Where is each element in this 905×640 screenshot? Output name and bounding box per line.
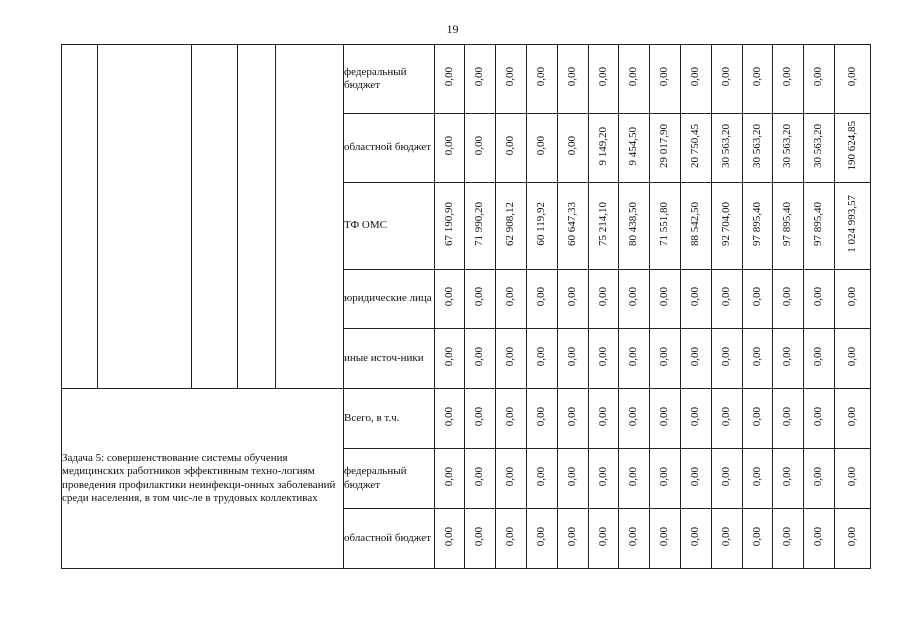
value-cell xyxy=(804,114,835,183)
value-cell xyxy=(435,45,465,114)
value-text: 0,00 xyxy=(535,466,548,487)
value-text: 0,00 xyxy=(689,526,702,547)
value-cell xyxy=(804,270,835,329)
value-text: 0,00 xyxy=(596,526,609,547)
value-text: 0,00 xyxy=(442,346,455,367)
funding-source-cell: иные источ-ники xyxy=(344,329,435,389)
value-text: 0,00 xyxy=(627,346,640,367)
value-cell xyxy=(650,45,681,114)
value-cell xyxy=(743,114,773,183)
value-cell xyxy=(619,183,650,270)
value-text: 0,00 xyxy=(535,136,548,156)
value-cell xyxy=(773,270,804,329)
value-text: 0,00 xyxy=(658,406,671,427)
value-cell xyxy=(619,45,650,114)
value-cell xyxy=(712,509,743,569)
value-text: 0,00 xyxy=(689,287,702,307)
value-cell xyxy=(558,449,589,509)
value-text: 0,00 xyxy=(566,287,579,307)
value-text: 92 704,00 xyxy=(720,201,733,246)
value-text: 97 895,40 xyxy=(812,201,825,246)
value-cell xyxy=(743,183,773,270)
value-cell xyxy=(619,329,650,389)
value-text: 0,00 xyxy=(781,67,794,87)
value-text: 0,00 xyxy=(689,67,702,87)
value-cell xyxy=(712,449,743,509)
value-text: 0,00 xyxy=(566,136,579,156)
value-cell xyxy=(773,389,804,449)
value-cell xyxy=(465,183,496,270)
value-text: 0,00 xyxy=(845,287,858,307)
funding-source-cell: федеральный бюджет xyxy=(344,45,435,114)
value-text: 0,00 xyxy=(720,526,733,547)
value-text: 60 119,92 xyxy=(535,202,548,246)
value-cell xyxy=(527,183,558,270)
value-cell xyxy=(558,114,589,183)
value-text: 97 895,40 xyxy=(750,201,763,246)
value-cell xyxy=(804,449,835,509)
value-text: 1 024 993,57 xyxy=(845,195,858,253)
value-text: 0,00 xyxy=(750,406,763,427)
value-text: 0,00 xyxy=(442,67,455,87)
value-cell xyxy=(835,270,871,329)
value-text: 0,00 xyxy=(596,287,609,307)
value-cell xyxy=(435,329,465,389)
value-cell xyxy=(773,329,804,389)
value-cell xyxy=(712,45,743,114)
value-text: 0,00 xyxy=(812,406,825,427)
value-text: 0,00 xyxy=(627,466,640,487)
value-cell xyxy=(589,389,619,449)
value-text: 0,00 xyxy=(658,67,671,87)
value-cell xyxy=(773,509,804,569)
value-cell xyxy=(558,389,589,449)
value-cell xyxy=(650,509,681,569)
value-cell xyxy=(435,449,465,509)
value-text: 0,00 xyxy=(845,526,858,547)
value-cell xyxy=(496,449,527,509)
value-text: 0,00 xyxy=(596,466,609,487)
value-cell xyxy=(835,329,871,389)
value-cell xyxy=(527,114,558,183)
value-cell xyxy=(496,270,527,329)
value-text: 0,00 xyxy=(566,67,579,87)
value-text: 0,00 xyxy=(750,346,763,367)
value-cell xyxy=(465,329,496,389)
value-cell xyxy=(743,45,773,114)
value-text: 0,00 xyxy=(658,466,671,487)
value-text: 0,00 xyxy=(473,136,486,156)
value-cell xyxy=(835,114,871,183)
value-text: 75 214,10 xyxy=(596,201,609,246)
value-text: 0,00 xyxy=(473,406,486,427)
empty-merged-cell xyxy=(192,45,238,389)
value-text: 0,00 xyxy=(535,346,548,367)
value-cell xyxy=(773,114,804,183)
value-text: 0,00 xyxy=(720,406,733,427)
value-cell xyxy=(558,270,589,329)
value-cell xyxy=(589,183,619,270)
value-cell xyxy=(681,183,712,270)
value-cell xyxy=(465,449,496,509)
value-text: 30 563,20 xyxy=(720,123,733,168)
value-cell xyxy=(835,45,871,114)
value-text: 0,00 xyxy=(442,406,455,427)
value-text: 71 990,20 xyxy=(473,201,486,246)
value-text: 0,00 xyxy=(627,526,640,547)
value-text: 0,00 xyxy=(504,526,517,547)
value-text: 0,00 xyxy=(535,67,548,87)
table-row xyxy=(62,45,871,114)
value-cell xyxy=(465,45,496,114)
value-cell xyxy=(804,329,835,389)
value-text: 0,00 xyxy=(658,346,671,367)
value-text: 0,00 xyxy=(442,466,455,487)
value-cell xyxy=(804,45,835,114)
value-cell xyxy=(496,183,527,270)
value-text: 0,00 xyxy=(845,406,858,427)
value-text: 0,00 xyxy=(689,466,702,487)
value-text: 0,00 xyxy=(781,406,794,427)
value-text: 30 563,20 xyxy=(781,123,794,168)
value-cell xyxy=(650,329,681,389)
value-cell xyxy=(465,114,496,183)
value-cell xyxy=(496,329,527,389)
value-cell xyxy=(619,389,650,449)
value-text: 0,00 xyxy=(812,466,825,487)
value-cell xyxy=(496,389,527,449)
value-text: 30 563,20 xyxy=(812,123,825,168)
value-cell xyxy=(589,45,619,114)
value-cell xyxy=(619,114,650,183)
value-text: 0,00 xyxy=(689,406,702,427)
value-cell xyxy=(712,329,743,389)
value-text: 0,00 xyxy=(442,287,455,307)
empty-merged-cell xyxy=(98,45,192,389)
value-cell xyxy=(712,389,743,449)
value-text: 0,00 xyxy=(658,287,671,307)
value-cell xyxy=(619,509,650,569)
value-text: 190 624,85 xyxy=(845,121,858,171)
value-cell xyxy=(835,183,871,270)
value-cell xyxy=(435,270,465,329)
value-text: 9 149,20 xyxy=(596,126,609,166)
value-text: 0,00 xyxy=(535,406,548,427)
value-text: 0,00 xyxy=(473,526,486,547)
value-cell xyxy=(435,183,465,270)
value-text: 0,00 xyxy=(596,67,609,87)
value-cell xyxy=(743,329,773,389)
value-text: 9 454,50 xyxy=(627,126,640,166)
value-text: 0,00 xyxy=(442,526,455,547)
value-cell xyxy=(835,449,871,509)
value-cell xyxy=(558,183,589,270)
value-text: 0,00 xyxy=(750,287,763,307)
value-cell xyxy=(804,509,835,569)
value-cell xyxy=(835,509,871,569)
value-text: 0,00 xyxy=(845,466,858,487)
value-text: 0,00 xyxy=(845,346,858,367)
value-text: 0,00 xyxy=(504,466,517,487)
value-cell xyxy=(527,270,558,329)
value-text: 0,00 xyxy=(750,67,763,87)
value-text: 0,00 xyxy=(689,346,702,367)
value-cell xyxy=(681,389,712,449)
value-cell xyxy=(589,449,619,509)
value-cell xyxy=(435,114,465,183)
value-cell xyxy=(650,449,681,509)
value-text: 0,00 xyxy=(627,67,640,87)
empty-merged-cell xyxy=(238,45,276,389)
value-cell xyxy=(527,329,558,389)
value-cell xyxy=(681,509,712,569)
value-text: 0,00 xyxy=(473,346,486,367)
value-text: 0,00 xyxy=(781,526,794,547)
funding-source-cell: областной бюджет xyxy=(344,509,435,569)
value-text: 0,00 xyxy=(627,406,640,427)
value-cell xyxy=(558,45,589,114)
value-text: 0,00 xyxy=(504,406,517,427)
value-cell xyxy=(527,509,558,569)
value-text: 0,00 xyxy=(812,526,825,547)
value-text: 0,00 xyxy=(781,346,794,367)
value-text: 0,00 xyxy=(812,346,825,367)
value-cell xyxy=(527,389,558,449)
value-cell xyxy=(435,389,465,449)
value-cell xyxy=(681,449,712,509)
value-text: 0,00 xyxy=(781,287,794,307)
value-cell xyxy=(743,509,773,569)
task-description: Задача 5: совершенствование системы обучения медицинских работников эффективным техно-логиям проведения профилактики неинфекци-онных заболеваний среди населения, в том чис-ле в трудовых коллективах xyxy=(62,389,344,569)
value-cell xyxy=(589,270,619,329)
value-text: 0,00 xyxy=(658,526,671,547)
funding-source-cell: областной бюджет xyxy=(344,114,435,183)
value-text: 0,00 xyxy=(473,287,486,307)
value-text: 30 563,20 xyxy=(750,123,763,168)
value-cell xyxy=(650,114,681,183)
value-text: 0,00 xyxy=(566,346,579,367)
value-cell xyxy=(589,114,619,183)
value-cell xyxy=(496,509,527,569)
table-row xyxy=(62,389,871,449)
value-text: 0,00 xyxy=(473,466,486,487)
value-cell xyxy=(712,270,743,329)
value-text: 0,00 xyxy=(750,466,763,487)
value-cell xyxy=(527,45,558,114)
value-cell xyxy=(527,449,558,509)
value-cell xyxy=(650,389,681,449)
value-text: 0,00 xyxy=(473,67,486,87)
value-cell xyxy=(681,329,712,389)
value-cell xyxy=(681,114,712,183)
value-cell xyxy=(465,389,496,449)
value-text: 0,00 xyxy=(812,287,825,307)
value-cell xyxy=(589,509,619,569)
funding-source-cell: Всего, в т.ч. xyxy=(344,389,435,449)
value-text: 0,00 xyxy=(504,287,517,307)
value-cell xyxy=(496,45,527,114)
financing-table xyxy=(61,44,871,569)
value-text: 62 908,12 xyxy=(504,201,517,246)
value-text: 20 750,45 xyxy=(689,123,702,168)
funding-source-cell: федеральный бюджет xyxy=(344,449,435,509)
value-text: 0,00 xyxy=(442,136,455,156)
value-cell xyxy=(589,329,619,389)
value-text: 0,00 xyxy=(720,346,733,367)
value-text: 60 647,33 xyxy=(566,201,579,246)
value-text: 0,00 xyxy=(627,287,640,307)
value-text: 29 017,90 xyxy=(658,123,671,168)
value-cell xyxy=(681,270,712,329)
value-text: 0,00 xyxy=(504,346,517,367)
value-text: 97 895,40 xyxy=(781,201,794,246)
value-cell xyxy=(743,449,773,509)
value-text: 0,00 xyxy=(566,526,579,547)
value-cell xyxy=(804,389,835,449)
value-cell xyxy=(773,183,804,270)
value-cell xyxy=(558,329,589,389)
value-text: 0,00 xyxy=(750,526,763,547)
value-cell xyxy=(835,389,871,449)
value-cell xyxy=(619,449,650,509)
value-text: 71 551,80 xyxy=(658,201,671,246)
value-text: 0,00 xyxy=(535,526,548,547)
value-cell xyxy=(773,45,804,114)
value-cell xyxy=(558,509,589,569)
value-text: 0,00 xyxy=(812,67,825,87)
value-cell xyxy=(465,270,496,329)
value-text: 0,00 xyxy=(566,406,579,427)
empty-merged-cell xyxy=(62,45,98,389)
value-cell xyxy=(743,270,773,329)
value-text: 0,00 xyxy=(596,346,609,367)
funding-source-cell: юридические лица xyxy=(344,270,435,329)
value-text: 0,00 xyxy=(845,67,858,87)
value-cell xyxy=(773,449,804,509)
value-text: 0,00 xyxy=(720,67,733,87)
value-cell xyxy=(681,45,712,114)
value-cell xyxy=(650,270,681,329)
value-text: 0,00 xyxy=(566,466,579,487)
value-cell xyxy=(465,509,496,569)
value-text: 80 438,50 xyxy=(627,201,640,246)
value-text: 0,00 xyxy=(720,466,733,487)
page-number: 19 xyxy=(446,22,459,36)
value-cell xyxy=(743,389,773,449)
value-text: 0,00 xyxy=(504,67,517,87)
value-cell xyxy=(435,509,465,569)
value-cell xyxy=(496,114,527,183)
value-text: 88 542,50 xyxy=(689,201,702,246)
value-text: 0,00 xyxy=(535,287,548,307)
value-text: 0,00 xyxy=(720,287,733,307)
funding-source-cell: ТФ ОМС xyxy=(344,183,435,270)
value-text: 0,00 xyxy=(504,136,517,156)
value-cell xyxy=(619,270,650,329)
value-cell xyxy=(804,183,835,270)
value-cell xyxy=(712,114,743,183)
value-cell xyxy=(650,183,681,270)
value-text: 0,00 xyxy=(781,466,794,487)
value-cell xyxy=(712,183,743,270)
empty-merged-cell xyxy=(276,45,344,389)
value-text: 0,00 xyxy=(596,406,609,427)
value-text: 67 190,90 xyxy=(442,201,455,246)
